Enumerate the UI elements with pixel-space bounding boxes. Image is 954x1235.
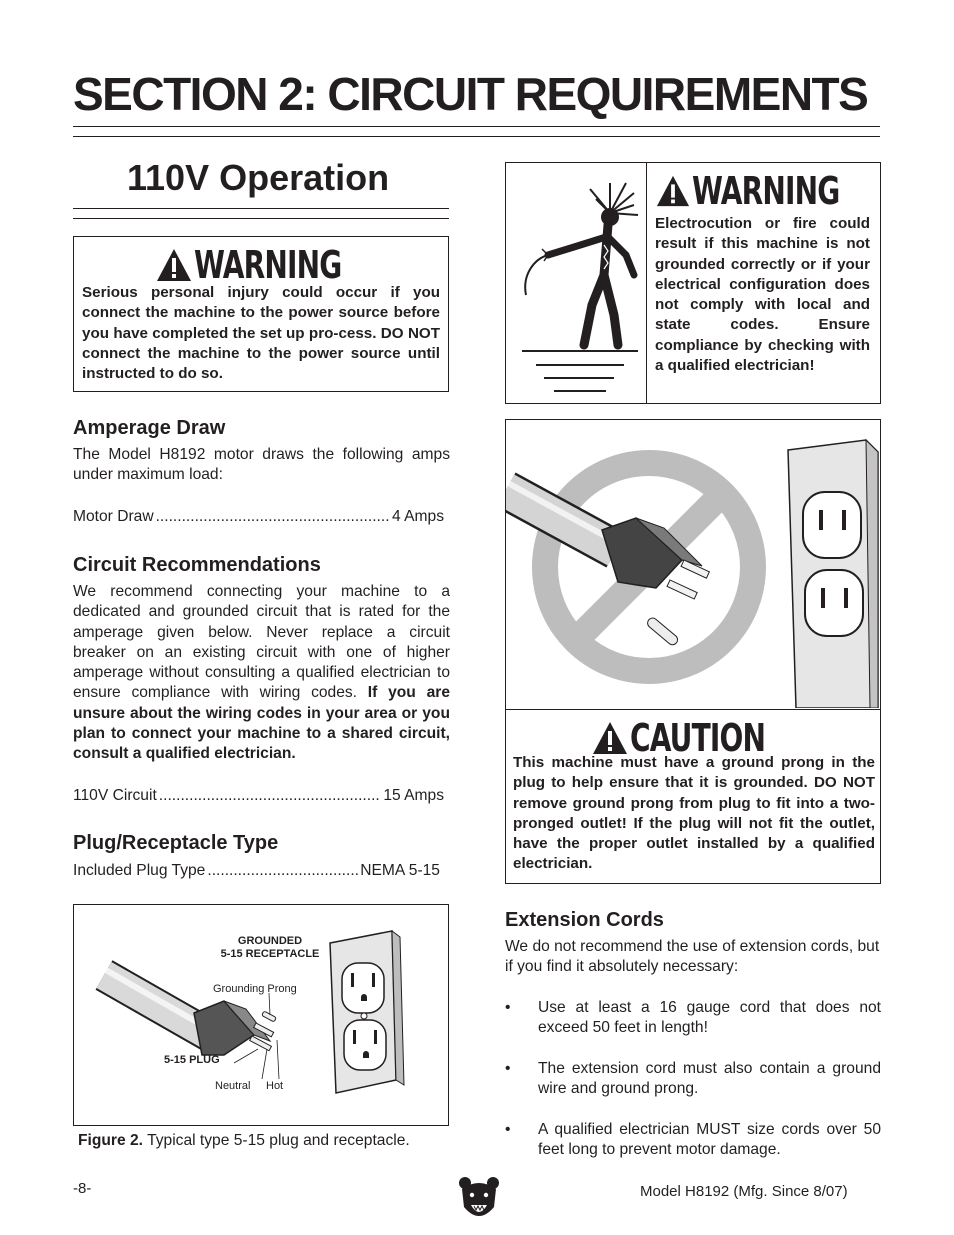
warning-heading-text: WARNING [194, 243, 342, 287]
electrocution-warning-heading [656, 169, 872, 213]
no-two-prong-illustration [506, 420, 879, 708]
title-rule-top [73, 126, 880, 127]
warning-heading [156, 243, 374, 287]
figure-caption-bold: Figure 2. [78, 1132, 143, 1149]
extension-heading: Extension Cords [505, 909, 664, 931]
bullet-text: A qualified electrician MUST size cords over 50 feet long to prevent motor damage. [538, 1121, 881, 1159]
page-number: -8- [73, 1180, 92, 1197]
electrocution-icon [514, 175, 642, 397]
grounded-label-line2: 5-15 RECEPTACLE [220, 948, 320, 960]
leader-dots [207, 861, 358, 881]
plug-value: NEMA 5-15 [360, 862, 440, 879]
circuit-value: 15 Amps [383, 787, 444, 804]
figure-caption-text: Typical type 5-15 plug and receptacle. [147, 1132, 410, 1149]
grounded-label-line1: GROUNDED [237, 935, 303, 947]
electrocution-warning-text: Electrocution or fire could result if this machine is not grounded correctly or if your electrical configuration does not comply with local and state codes. Ensure compliance by checking with a qualified electrician! [655, 215, 870, 375]
caution-divider [505, 709, 880, 710]
motor-draw-row [73, 507, 444, 527]
caution-text: This machine must have a ground prong in the plug to help ensure that it is grounded. DO NOT remove ground prong from plug to fit into a two-pronged outlet! If the plug will not fit the outlet, have the proper outlet installed by a qualified electrician. [513, 754, 875, 873]
circuit-row [73, 786, 444, 806]
subtitle-rule-top [73, 208, 449, 209]
circuit-text-bold: If you are unsure about the wiring codes in your area or you plan to connect your machine to a shared circuit, consult a qualified electrician. [73, 684, 450, 763]
neutral-label: Neutral [215, 1080, 251, 1092]
hot-label: Hot [266, 1080, 284, 1092]
leader-dots [159, 786, 382, 806]
electrocution-warning-heading-text: WARNING [692, 169, 840, 213]
warning-box [73, 236, 449, 392]
section-title: SECTION 2: CIRCUIT REQUIREMENTS [73, 68, 868, 120]
circuit-label: 110V Circuit [73, 787, 157, 804]
warning-triangle-icon [656, 174, 690, 208]
extension-intro: We do not recommend the use of extension cords, but if you find it absolutely necessary: [505, 938, 880, 976]
grounding-prong-label: Grounding Prong [213, 983, 297, 995]
extension-bullet-3 [505, 1120, 881, 1161]
bullet-text: The extension cord must also contain a ground wire and ground prong. [538, 1060, 881, 1098]
warning-text: Serious personal injury could occur if you connect the machine to the power source before you have completed the set up pro-cess. DO NOT connect the machine to the power source until instructed to do so. [82, 284, 440, 383]
model-footer: Model H8192 (Mfg. Since 8/07) [640, 1183, 848, 1200]
circuit-text-plain: We recommend connecting your machine to a dedicated and grounded circuit that is rated for the amperage given below. Never replace a circuit breaker on an existing circuit with one of higher amperage without consulting a qualified electrician to ensure compliance with wiring codes. [73, 583, 450, 702]
title-rule-bottom [73, 136, 880, 137]
leader-dots [156, 507, 390, 527]
electrocution-warning-box [505, 162, 881, 404]
subtitle: 110V Operation [127, 157, 390, 198]
plug-label: 5-15 PLUG [164, 1054, 220, 1066]
caution-heading-text: CAUTION [630, 716, 766, 760]
figure-2-box [73, 904, 449, 1126]
bear-logo-icon [458, 1175, 500, 1225]
motor-draw-label: Motor Draw [73, 508, 154, 525]
bullet-mark: • [505, 1121, 511, 1138]
motor-draw-value: 4 Amps [391, 508, 444, 525]
circuit-heading: Circuit Recommendations [73, 554, 321, 576]
subtitle-rule-bottom [73, 218, 449, 219]
circuit-text [73, 582, 450, 765]
bullet-mark: • [505, 1060, 511, 1077]
warning-divider [646, 162, 647, 403]
amperage-heading: Amperage Draw [73, 417, 226, 439]
warning-triangle-icon [156, 248, 192, 282]
caution-box [505, 419, 881, 884]
extension-bullet-2 [505, 1059, 881, 1100]
extension-bullet-1 [505, 998, 881, 1039]
plug-row [73, 861, 440, 881]
bullet-mark: • [505, 999, 511, 1016]
bullet-text: Use at least a 16 gauge cord that does not exceed 50 feet in length! [538, 999, 881, 1037]
amperage-text: The Model H8192 motor draws the following amps under maximum load: [73, 446, 450, 484]
figure-2-caption [78, 1131, 410, 1151]
warning-triangle-icon [592, 721, 628, 755]
grounded-receptacle-label [211, 935, 329, 961]
plug-label: Included Plug Type [73, 862, 206, 879]
plug-heading: Plug/Receptacle Type [73, 832, 279, 854]
